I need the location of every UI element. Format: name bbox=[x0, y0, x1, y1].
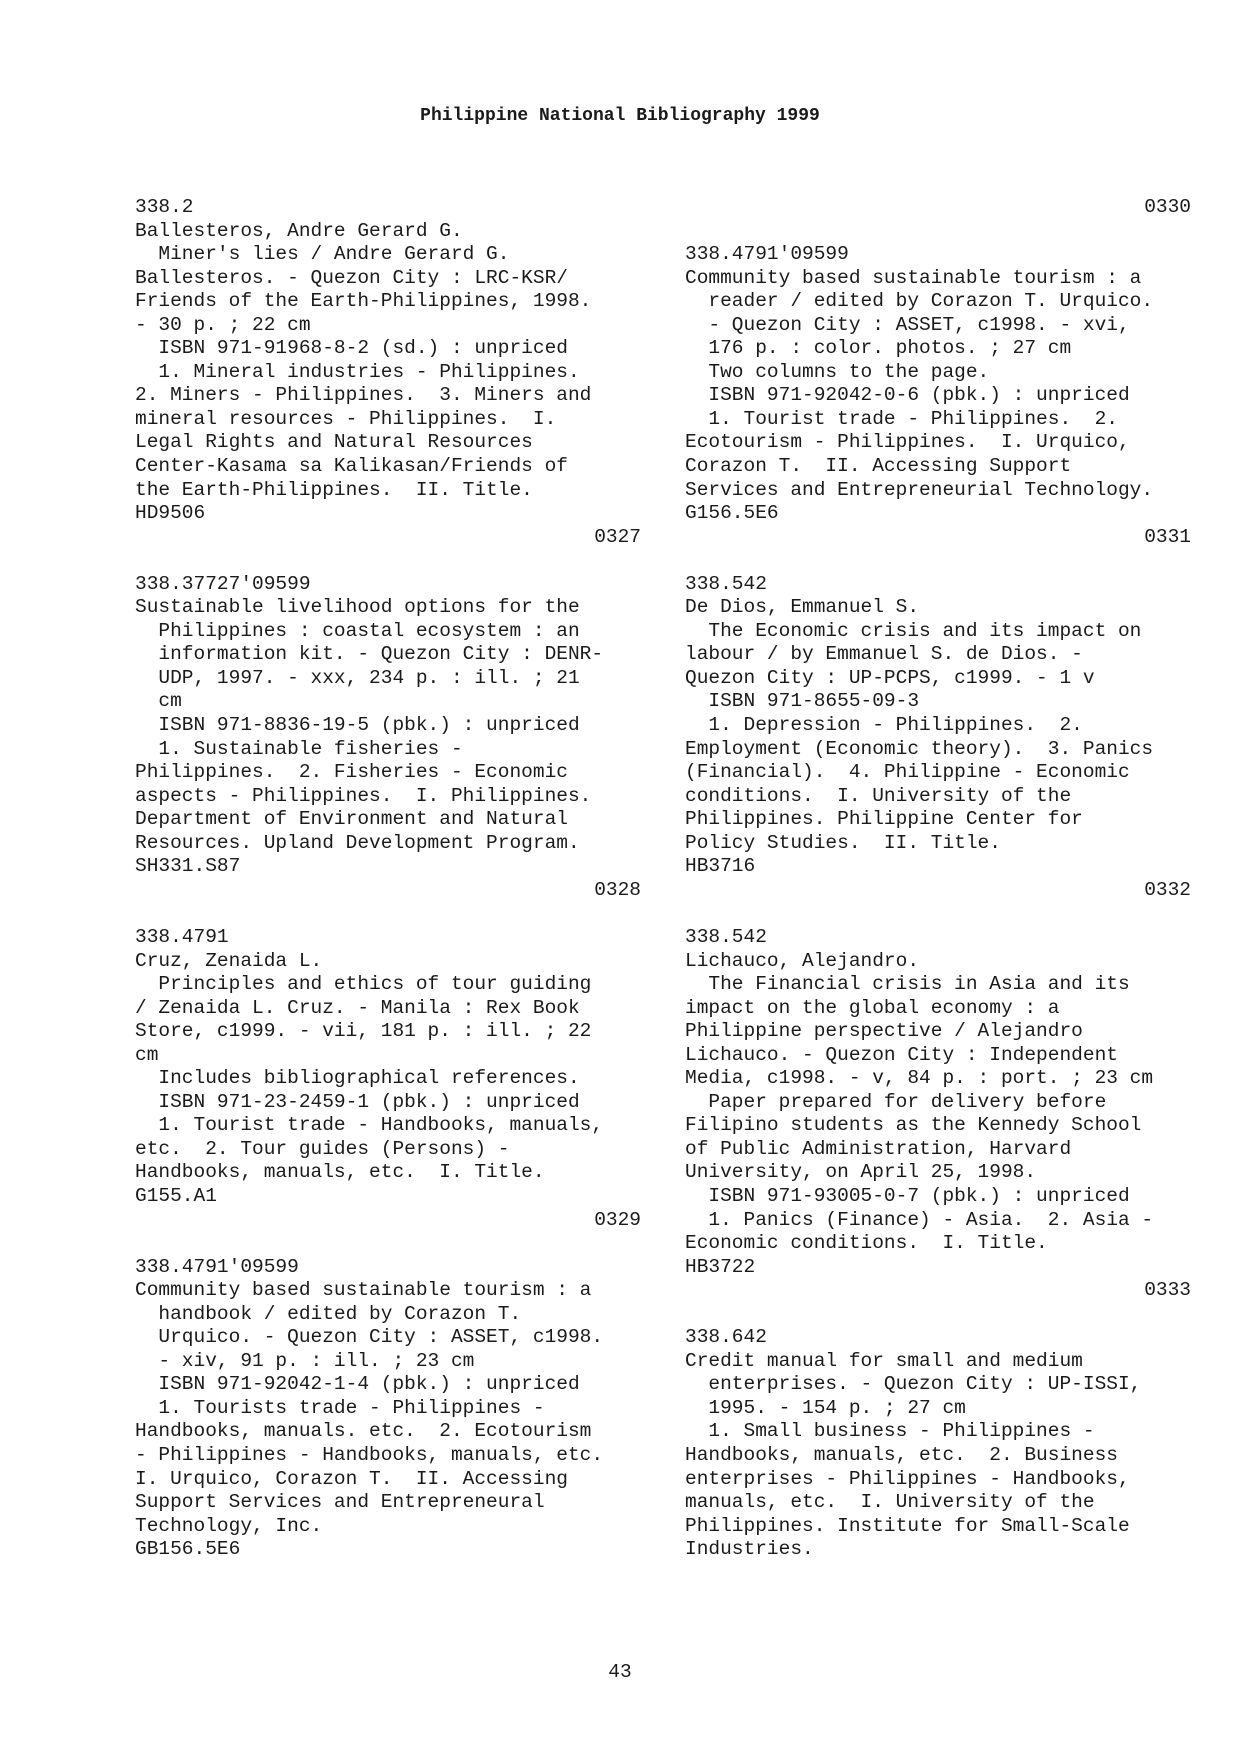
bibliography-line: cm bbox=[135, 1043, 159, 1066]
bibliography-line: mineral resources - Philippines. I. bbox=[135, 407, 557, 430]
bibliography-line: Store, c1999. - vii, 181 p. : ill. ; 22 bbox=[135, 1020, 592, 1043]
bibliography-line: Philippines. 2. Fisheries - Economic bbox=[135, 761, 568, 784]
entry-number: 0330 bbox=[1144, 196, 1191, 218]
entry-number: 0331 bbox=[1144, 525, 1191, 548]
page-number: 43 bbox=[608, 1661, 632, 1683]
bibliography-line: UDP, 1997. - xxx, 234 p. : ill. ; 21 bbox=[135, 666, 580, 689]
bibliography-line: 1. Tourists trade - Philippines - bbox=[135, 1396, 545, 1419]
bibliography-line bbox=[685, 902, 1191, 926]
bibliography-line: cm bbox=[135, 690, 182, 713]
bibliography-line: 338.542 bbox=[685, 572, 767, 595]
entry-number: 0329 bbox=[594, 1208, 641, 1231]
bibliography-line: De Dios, Emmanuel S. bbox=[685, 596, 920, 619]
bibliography-line: enterprises. - Quezon City : UP-ISSI, bbox=[685, 1373, 1142, 1396]
bibliography-line: Miner's lies / Andre Gerard G. bbox=[135, 243, 510, 266]
bibliography-line: - 30 p. ; 22 cm bbox=[135, 313, 311, 336]
bibliography-line: 1. Sustainable fisheries - bbox=[135, 737, 463, 760]
bibliography-line: Philippine perspective / Alejandro bbox=[685, 1020, 1083, 1043]
bibliography-line: Sustainable livelihood options for the bbox=[135, 596, 580, 619]
bibliography-line: 338.4791'09599 bbox=[135, 1255, 299, 1278]
left-column bbox=[135, 196, 641, 1562]
bibliography-line: - Quezon City : ASSET, c1998. - xvi, bbox=[685, 313, 1130, 336]
bibliography-line: Philippines. Institute for Small-Scale bbox=[685, 1514, 1130, 1537]
bibliography-line: reader / edited by Corazon T. Urquico. bbox=[685, 290, 1154, 313]
bibliography-line: (Financial). 4. Philippine - Economic bbox=[685, 761, 1130, 784]
bibliography-line: 1. Mineral industries - Philippines. bbox=[135, 360, 580, 383]
bibliography-line: HB3716 bbox=[685, 855, 756, 878]
bibliography-line: Cruz, Zenaida L. bbox=[135, 949, 323, 972]
bibliography-line: G156.5E6 bbox=[685, 502, 779, 525]
bibliography-line bbox=[685, 549, 1191, 573]
entry-number: 0327 bbox=[594, 525, 641, 548]
bibliography-line: ISBN 971-8655-09-3 bbox=[685, 690, 920, 713]
bibliography-line: Quezon City : UP-PCPS, c1999. - 1 v bbox=[685, 666, 1095, 689]
bibliography-line: ISBN 971-8836-19-5 (pbk.) : unpriced bbox=[135, 714, 580, 737]
bibliography-line: 1. Depression - Philippines. 2. bbox=[685, 714, 1083, 737]
bibliography-line: Urquico. - Quezon City : ASSET, c1998. bbox=[135, 1326, 604, 1349]
bibliography-line: 1. Small business - Philippines - bbox=[685, 1420, 1095, 1443]
bibliography-line: etc. 2. Tour guides (Persons) - bbox=[135, 1137, 510, 1160]
bibliography-line: manuals, etc. I. University of the bbox=[685, 1491, 1095, 1514]
bibliography-line: 1995. - 154 p. ; 27 cm bbox=[685, 1396, 966, 1419]
bibliography-line: ISBN 971-91968-8-2 (sd.) : unpriced bbox=[135, 337, 568, 360]
bibliography-line bbox=[685, 1303, 1191, 1327]
bibliography-line: 338.542 bbox=[685, 925, 767, 948]
bibliography-line bbox=[135, 1232, 641, 1256]
bibliography-line: 338.37727'09599 bbox=[135, 572, 311, 595]
bibliography-line: 1. Tourist trade - Handbooks, manuals, bbox=[135, 1114, 604, 1137]
bibliography-line: Community based sustainable tourism : a bbox=[135, 1279, 592, 1302]
bibliography-line: Friends of the Earth-Philippines, 1998. bbox=[135, 290, 592, 313]
bibliography-line: Community based sustainable tourism : a bbox=[685, 266, 1142, 289]
bibliography-line: I. Urquico, Corazon T. II. Accessing bbox=[135, 1467, 568, 1490]
bibliography-line: 338.642 bbox=[685, 1326, 767, 1349]
bibliography-line: Economic conditions. I. Title. bbox=[685, 1232, 1048, 1255]
bibliography-line: of Public Administration, Harvard bbox=[685, 1137, 1072, 1160]
bibliography-line: aspects - Philippines. I. Philippines. bbox=[135, 784, 592, 807]
bibliography-line bbox=[135, 549, 641, 573]
bibliography-line: HD9506 bbox=[135, 502, 206, 525]
bibliography-line: 338.4791 bbox=[135, 925, 229, 948]
bibliography-line: SH331.S87 bbox=[135, 855, 241, 878]
bibliography-line: Department of Environment and Natural bbox=[135, 808, 568, 831]
bibliography-line: 1. Panics (Finance) - Asia. 2. Asia - bbox=[685, 1208, 1154, 1231]
bibliography-line: The Economic crisis and its impact on bbox=[685, 619, 1142, 642]
bibliography-line: ISBN 971-23-2459-1 (pbk.) : unpriced bbox=[135, 1090, 580, 1113]
bibliography-line: - xiv, 91 p. : ill. ; 23 cm bbox=[135, 1349, 475, 1372]
bibliography-line: impact on the global economy : a bbox=[685, 996, 1060, 1019]
entry-number: 0332 bbox=[1144, 878, 1191, 901]
bibliography-line: Technology, Inc. bbox=[135, 1514, 323, 1537]
bibliography-line: information kit. - Quezon City : DENR- bbox=[135, 643, 604, 666]
bibliography-line: Handbooks, manuals. etc. 2. Ecotourism bbox=[135, 1420, 592, 1443]
bibliography-line: Services and Entrepreneurial Technology. bbox=[685, 478, 1154, 501]
bibliography-line: Philippines : coastal ecosystem : an bbox=[135, 619, 580, 642]
bibliography-line: Two columns to the page. bbox=[685, 360, 990, 383]
bibliography-line: Handbooks, manuals, etc. I. Title. bbox=[135, 1161, 545, 1184]
bibliography-line: Handbooks, manuals, etc. 2. Business bbox=[685, 1443, 1118, 1466]
bibliography-line: 338.4791'09599 bbox=[685, 243, 849, 266]
bibliography-line: ISBN 971-92042-1-4 (pbk.) : unpriced bbox=[135, 1373, 580, 1396]
bibliography-line: HB3722 bbox=[685, 1255, 756, 1278]
bibliography-line: G155.A1 bbox=[135, 1184, 217, 1207]
bibliography-line: Ecotourism - Philippines. I. Urquico, bbox=[685, 431, 1130, 454]
bibliography-line: 176 p. : color. photos. ; 27 cm bbox=[685, 337, 1072, 360]
bibliography-line: The Financial crisis in Asia and its bbox=[685, 973, 1130, 996]
bibliography-line: Credit manual for small and medium bbox=[685, 1349, 1083, 1372]
bibliography-line: Principles and ethics of tour guiding bbox=[135, 973, 592, 996]
bibliography-line: Ballesteros. - Quezon City : LRC-KSR/ bbox=[135, 266, 568, 289]
bibliography-line bbox=[685, 220, 1191, 244]
bibliography-line: Support Services and Entrepreneural bbox=[135, 1491, 545, 1514]
bibliography-line: ISBN 971-92042-0-6 (pbk.) : unpriced bbox=[685, 384, 1130, 407]
bibliography-line: Employment (Economic theory). 3. Panics bbox=[685, 737, 1154, 760]
bibliography-line: Lichauco, Alejandro. bbox=[685, 949, 920, 972]
bibliography-line: Paper prepared for delivery before bbox=[685, 1090, 1107, 1113]
bibliography-line: 2. Miners - Philippines. 3. Miners and bbox=[135, 384, 592, 407]
bibliography-line: 1. Tourist trade - Philippines. 2. bbox=[685, 407, 1118, 430]
bibliography-line: enterprises - Philippines - Handbooks, bbox=[685, 1467, 1130, 1490]
bibliography-line: ISBN 971-93005-0-7 (pbk.) : unpriced bbox=[685, 1184, 1130, 1207]
entry-number: 0333 bbox=[1144, 1279, 1191, 1302]
bibliography-line: Lichauco. - Quezon City : Independent bbox=[685, 1043, 1118, 1066]
bibliography-line: Legal Rights and Natural Resources bbox=[135, 431, 533, 454]
bibliography-line: / Zenaida L. Cruz. - Manila : Rex Book bbox=[135, 996, 580, 1019]
bibliography-line bbox=[135, 902, 641, 926]
right-column bbox=[685, 196, 1191, 1562]
bibliography-line: University, on April 25, 1998. bbox=[685, 1161, 1037, 1184]
bibliography-line: handbook / edited by Corazon T. bbox=[135, 1302, 522, 1325]
bibliography-line: 338.2 bbox=[135, 196, 194, 218]
entry-number: 0328 bbox=[594, 878, 641, 901]
bibliography-line: the Earth-Philippines. II. Title. bbox=[135, 478, 533, 501]
bibliography-line: Philippines. Philippine Center for bbox=[685, 808, 1083, 831]
bibliography-line: Ballesteros, Andre Gerard G. bbox=[135, 219, 463, 242]
bibliography-line: Media, c1998. - v, 84 p. : port. ; 23 cm bbox=[685, 1067, 1154, 1090]
bibliography-line: GB156.5E6 bbox=[135, 1538, 241, 1561]
bibliography-line: Corazon T. II. Accessing Support bbox=[685, 455, 1072, 478]
bibliography-line: Resources. Upland Development Program. bbox=[135, 831, 580, 854]
bibliography-line: Industries. bbox=[685, 1538, 814, 1561]
bibliography-line: conditions. I. University of the bbox=[685, 784, 1072, 807]
bibliography-line: - Philippines - Handbooks, manuals, etc. bbox=[135, 1443, 604, 1466]
page-title: Philippine National Bibliography 1999 bbox=[420, 106, 820, 126]
bibliography-line: Policy Studies. II. Title. bbox=[685, 831, 1001, 854]
bibliography-line: Center-Kasama sa Kalikasan/Friends of bbox=[135, 455, 568, 478]
bibliography-line: Filipino students as the Kennedy School bbox=[685, 1114, 1142, 1137]
bibliography-line: Includes bibliographical references. bbox=[135, 1067, 580, 1090]
bibliography-line: labour / by Emmanuel S. de Dios. - bbox=[685, 643, 1083, 666]
